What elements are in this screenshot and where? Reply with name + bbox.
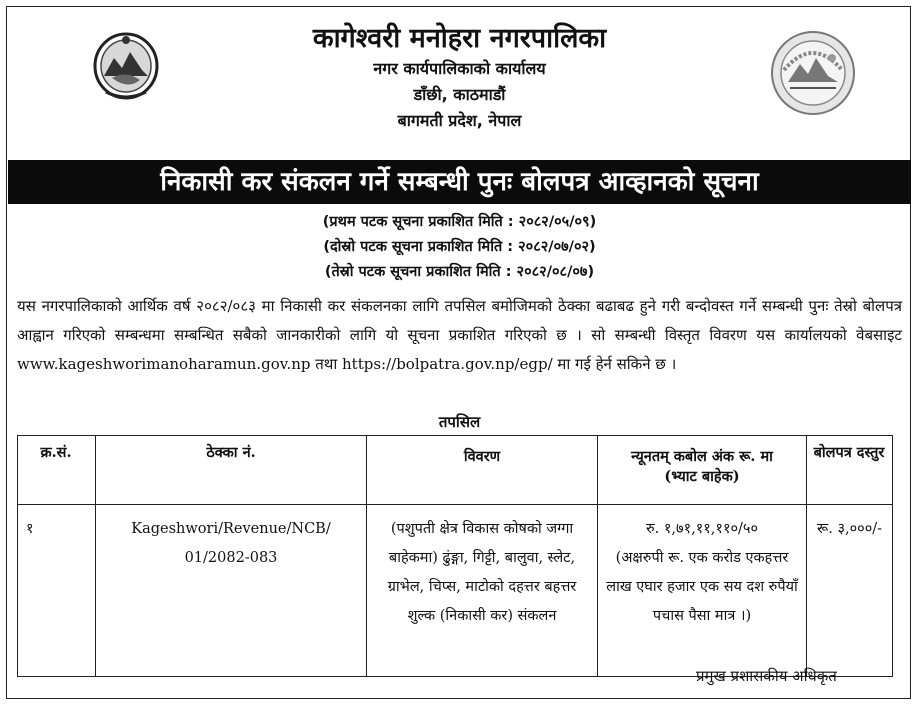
notice-paragraph: यस नगरपालिकाको आर्थिक वर्ष २०८२/०८३ मा निकासी कर संकलनका लागि तपसिल बमोजिमको ठेक्का बढाबढ हुने गरी बन्दोवस्त गर्ने सम्बन्धी पुनः तेस्रो बोलपत्र आह्वान गरिएको सम्बन्धमा सम्बन्धित सबैको जानकारीको लागि यो सूचना प्रकाशित गरिएको छ । सो सम्बन्धी विस्तृत विवरण यस कार्यालयको वेबसाइट www.kageshworimanoharamun.gov.np तथा https://bolpatra.gov.np/egp/ मा गई हेर्न सकिने छ । [17, 297, 902, 373]
header-min-bid-label: न्यूनतम् कबोल अंक रू. मा [631, 448, 773, 465]
cell-min-bid [598, 505, 807, 677]
office-name: नगर कार्यपालिकाको कार्यालय [373, 59, 546, 78]
signatory-title: प्रमुख प्रशासकीय अधिकृत [696, 667, 837, 685]
header-description: विवरण [367, 436, 598, 505]
cell-contract-no [96, 505, 367, 677]
min-bid-words: (अक्षरुपी रू. एक करोड एकहत्तर लाख एघार हजार एक सय दश रुपैयाँ पचास पैसा मात्र ।) [606, 550, 798, 624]
cell-sn: १ [18, 505, 96, 677]
min-bid-amount: रु. १,७१,११,११०/५० [645, 521, 758, 537]
cell-fee: रू. ३,०००/- [807, 505, 893, 677]
header-fee: बोलपत्र दस्तुर [807, 436, 893, 505]
table-row [18, 505, 893, 677]
office-address: डाँछी, काठमाडौं [413, 85, 506, 104]
municipality-title: कागेश्वरी मनोहरा नगरपालिका [312, 23, 607, 54]
header-min-bid [598, 436, 807, 505]
contract-no-line1: Kageshwori/Revenue/NCB/ [131, 521, 331, 537]
header-contract-no: ठेक्का नं. [96, 436, 367, 505]
header-sn: क्र.सं. [18, 436, 96, 505]
first-publication-date: (प्रथम पटक सूचना प्रकाशित मिति : २०८२/०५/०९) [322, 214, 597, 230]
second-publication-date: (दोस्रो पटक सूचना प्रकाशित मिति : २०८२/०७/०२) [323, 239, 596, 255]
table-header-row [18, 436, 893, 505]
notice-title-banner: निकासी कर संकलन गर्ने सम्बन्धी पुनः बोलपत्र आव्हानको सूचना [8, 160, 911, 204]
third-publication-date: (तेस्रो पटक सूचना प्रकाशित मिति : २०८२/०८/०७) [324, 264, 595, 280]
header-min-bid-note: (भ्याट बाहेक) [664, 468, 740, 485]
contract-no-line2: 01/2082-083 [184, 550, 278, 566]
tender-table [17, 435, 893, 677]
letterhead [0, 0, 919, 160]
publication-dates [0, 210, 919, 285]
province-country: बागमती प्रदेश, नेपाल [397, 111, 522, 130]
cell-description: (पशुपती क्षेत्र विकास कोषको जग्गा बाहेकमा) ढुंङ्गा, गिट्टी, बालुवा, स्लेट, ग्राभेल, चिप्स, माटोको दहत्तर बहत्तर शुल्क (निकासी कर) संकलन [367, 505, 598, 677]
table-caption: तपसिल [438, 413, 481, 431]
